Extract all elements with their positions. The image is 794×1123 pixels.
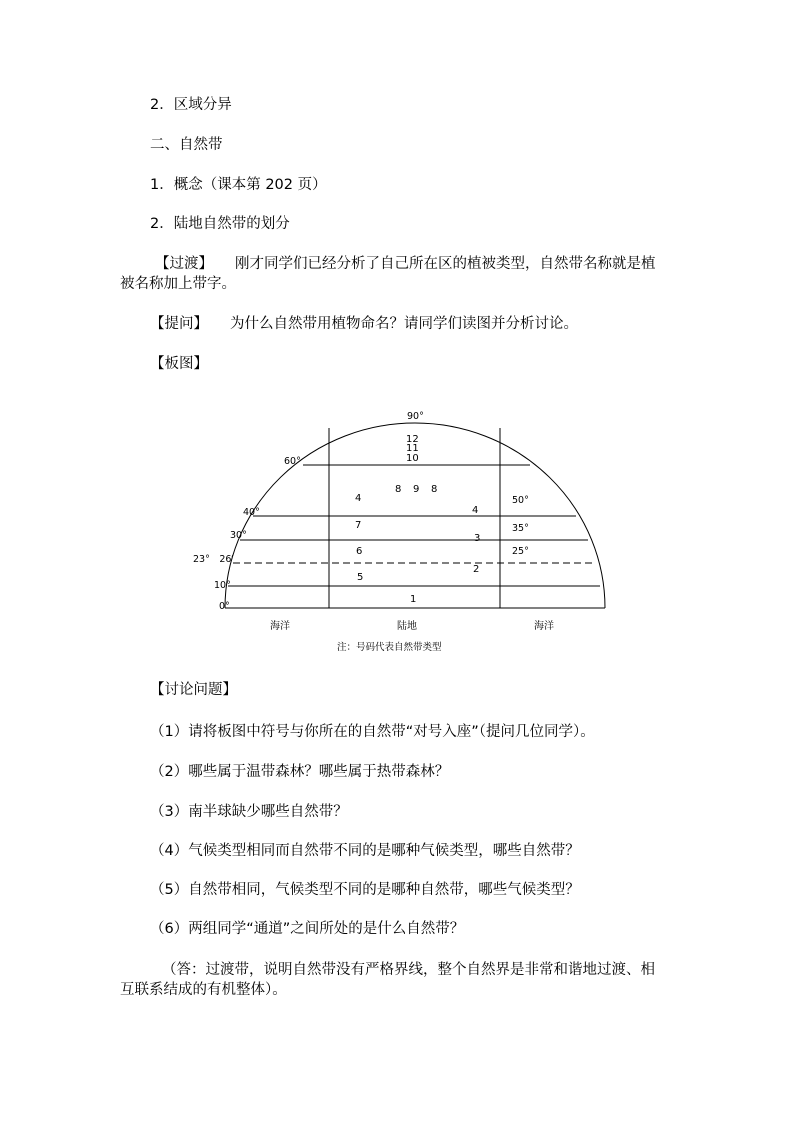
transition-paragraph <box>120 254 668 294</box>
zone-number: 10 <box>406 453 419 464</box>
zone-number: 12 <box>406 434 419 445</box>
discussion-question-1: （1）请将板图中符号与你所在的自然带“对号入座”（提问几位同学）。 <box>150 724 595 740</box>
question-tag: 【提问】 <box>150 316 208 332</box>
section-concept: 1．概念（课本第 202 页） <box>150 177 327 193</box>
zone-number: 2 <box>473 564 480 575</box>
lat-label-30: 30° <box>230 530 247 541</box>
ocean-left-label: 海洋 <box>270 621 290 632</box>
zone-number: 7 <box>355 520 362 531</box>
lat-label-10: 10° <box>214 580 231 591</box>
discussion-answer: （答：过渡带，说明自然带没有严格界线，整个自然界是非常和谐地过渡、相互联系结成的有机整体）。 <box>120 962 655 998</box>
transition-tag: 【过渡】 <box>155 256 213 272</box>
discussion-question-3: （3）南半球缺少哪些自然带？ <box>150 804 348 820</box>
lat-label-90: 90° <box>407 411 424 422</box>
lat-label-60: 60° <box>284 456 301 467</box>
zone-number: 6 <box>356 546 363 557</box>
zone-number-labels <box>355 434 480 605</box>
discussion-heading: 【讨论问题】 <box>150 682 237 698</box>
discussion-question-2: （2）哪些属于温带森林？哪些属于热带森林？ <box>150 764 450 780</box>
zone-number: 5 <box>357 572 364 583</box>
ocean-right-label: 海洋 <box>534 621 554 632</box>
region-labels <box>270 619 554 653</box>
zone-number: 8 <box>395 484 402 495</box>
question-text: 为什么自然带用植物命名？请同学们读图并分析讨论。 <box>230 316 578 332</box>
zone-number: 4 <box>472 505 479 516</box>
lat-label-25-east: 25° <box>512 546 529 557</box>
zone-number: 9 <box>413 484 420 495</box>
heading-natural-zones: 二、自然带 <box>150 137 223 153</box>
zone-number: 11 <box>406 443 419 454</box>
transition-text: 刚才同学们已经分析了自己所在区的植被类型，自然带名称就是植被名称加上带字。 <box>120 256 656 292</box>
question-paragraph <box>150 314 578 334</box>
zone-number: 4 <box>355 493 362 504</box>
lat-label-23: 23° 26′ <box>193 554 234 565</box>
lat-label-50-east: 50° <box>512 495 529 506</box>
natural-zones-diagram <box>180 398 620 660</box>
lat-label-40: 40° <box>243 507 260 518</box>
zone-number: 8 <box>431 484 438 495</box>
section-regional-differentiation: 2．区域分异 <box>150 97 232 113</box>
zone-number: 3 <box>474 533 481 544</box>
diagram-note: 注：号码代表自然带类型 <box>337 642 442 653</box>
board-label: 【板图】 <box>150 356 208 372</box>
zone-number: 1 <box>410 594 417 605</box>
discussion-question-4: （4）气候类型相同而自然带不同的是哪种气候类型，哪些自然带？ <box>150 843 580 859</box>
section-land-zone-division: 2．陆地自然带的划分 <box>150 216 290 232</box>
land-label: 陆地 <box>397 621 417 632</box>
lat-label-35-east: 35° <box>512 523 529 534</box>
lat-label-0: 0° <box>219 601 230 612</box>
discussion-question-5: （5）自然带相同，气候类型不同的是哪种自然带，哪些气候类型？ <box>150 882 580 898</box>
discussion-question-6: （6）两组同学“通道”之间所处的是什么自然带？ <box>150 921 465 937</box>
